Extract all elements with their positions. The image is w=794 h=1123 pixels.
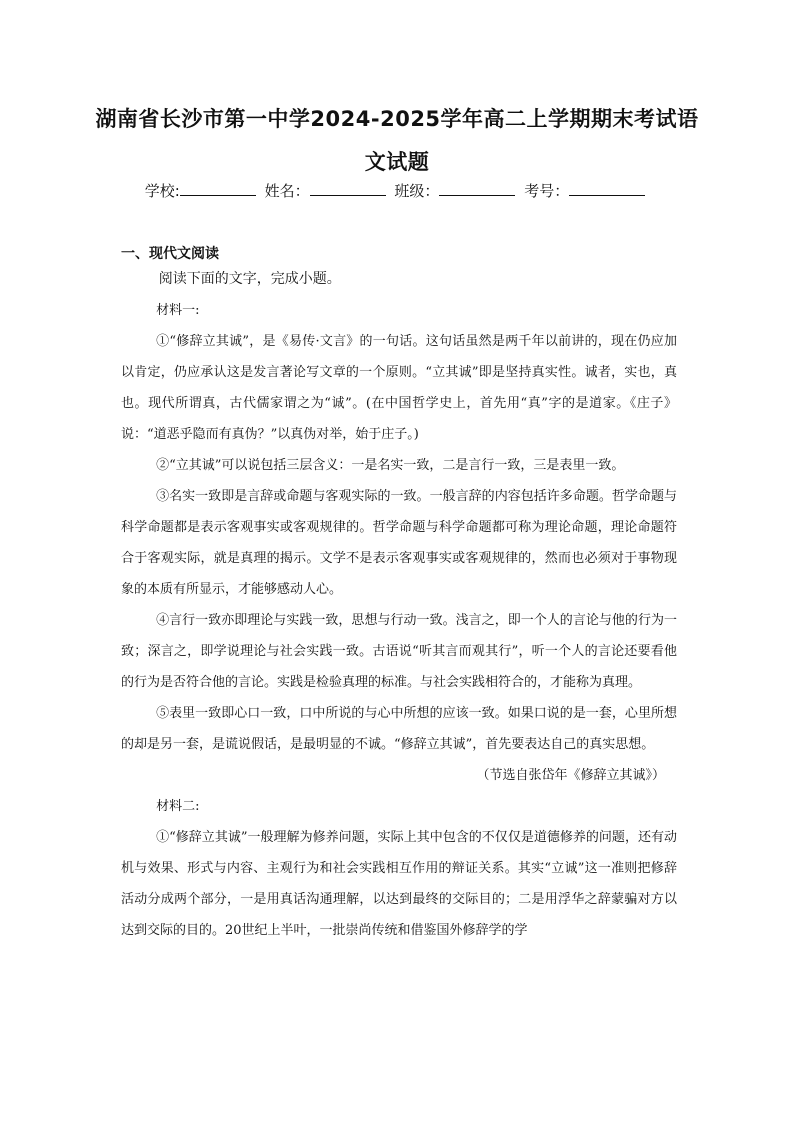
- class-label: 班级：: [394, 182, 440, 200]
- student-info-row: [0, 180, 794, 201]
- material2-label: 材料二:: [156, 799, 200, 814]
- reading-content: [121, 264, 677, 946]
- class-blank[interactable]: [439, 181, 515, 196]
- m2-paragraph-1: ①“修辞立其诚”一般理解为修养问题，实际上其中包含的不仅仅是道德修养的问题，还有动机与效果、形式与内容、主观行为和社会实践相互作用的辩证关系。其实“立诚”这一准则把修辞活动分成两个部分，一是用真话沟通理解，以达到最终的交际目的；二是用浮华之辞蒙骗对方以达到交际的目的。20世纪上半叶，一批崇尚传统和借鉴国外修辞学的学: [121, 830, 677, 938]
- name-blank[interactable]: [310, 181, 386, 196]
- school-label: 学校:: [144, 182, 180, 200]
- m1-paragraph-2: ②“立其诚”可以说包括三层含义：一是名实一致，二是言行一致，三是表里一致。: [156, 458, 625, 473]
- exam-title-line2: 文试题: [364, 150, 430, 174]
- section-heading: 一、现代文阅读: [121, 246, 219, 262]
- school-blank[interactable]: [180, 181, 256, 196]
- number-label: 考号：: [524, 182, 570, 200]
- m1-source: （节选自张岱年《修辞立其诚》）: [476, 768, 665, 783]
- m1-paragraph-1: ①“修辞立其诚”，是《易传·文言》的一句话。这句话虽然是两千年以前讲的，现在仍应加以肯定，仍应承认这是发言著论写文章的一个原则。“立其诚”即是坚持真实性。诚者，实也，真也。现代所谓真，古代儒家谓之为“诚”。(在中国哲学史上，首先用“真”字的是道家。《庄子》说：“道恶乎隐而有真伪？”以真伪对举，始于庄子。): [121, 334, 677, 442]
- m1-paragraph-3: ③名实一致即是言辞或命题与客观实际的一致。一般言辞的内容包括许多命题。哲学命题与科学命题都是表示客观事实或客观规律的。哲学命题与科学命题都可称为理论命题，理论命题符合于客观实际，就是真理的揭示。文学不是表示客观事实或客观规律的，然而也必须对于事物现象的本质有所显示，才能够感动人心。: [121, 489, 677, 597]
- material1-label: 材料一:: [156, 303, 200, 318]
- instruction: 阅读下面的文字，完成小题。: [158, 271, 341, 287]
- name-label: 姓名：: [264, 182, 310, 200]
- exam-title-line1: 湖南省长沙市第一中学2024-2025学年高二上学期期末考试语: [95, 107, 699, 131]
- m1-paragraph-5: ⑤表里一致即心口一致，口中所说的与心中所想的应该一致。如果口说的是一套，心里所想的却是另一套，是谎说假话，是最明显的不诚。“修辞立其诚”，首先要表达自己的真实思想。: [121, 706, 677, 752]
- number-blank[interactable]: [569, 181, 645, 196]
- m1-paragraph-4: ④言行一致亦即理论与实践一致，思想与行动一致。浅言之，即一个人的言论与他的行为一致；深言之，即学说理论与社会实践一致。古语说“听其言而观其行”，听一个人的言论还要看他的行为是否符合他的言论。实践是检验真理的标准。与社会实践相符合的，才能称为真理。: [121, 613, 677, 690]
